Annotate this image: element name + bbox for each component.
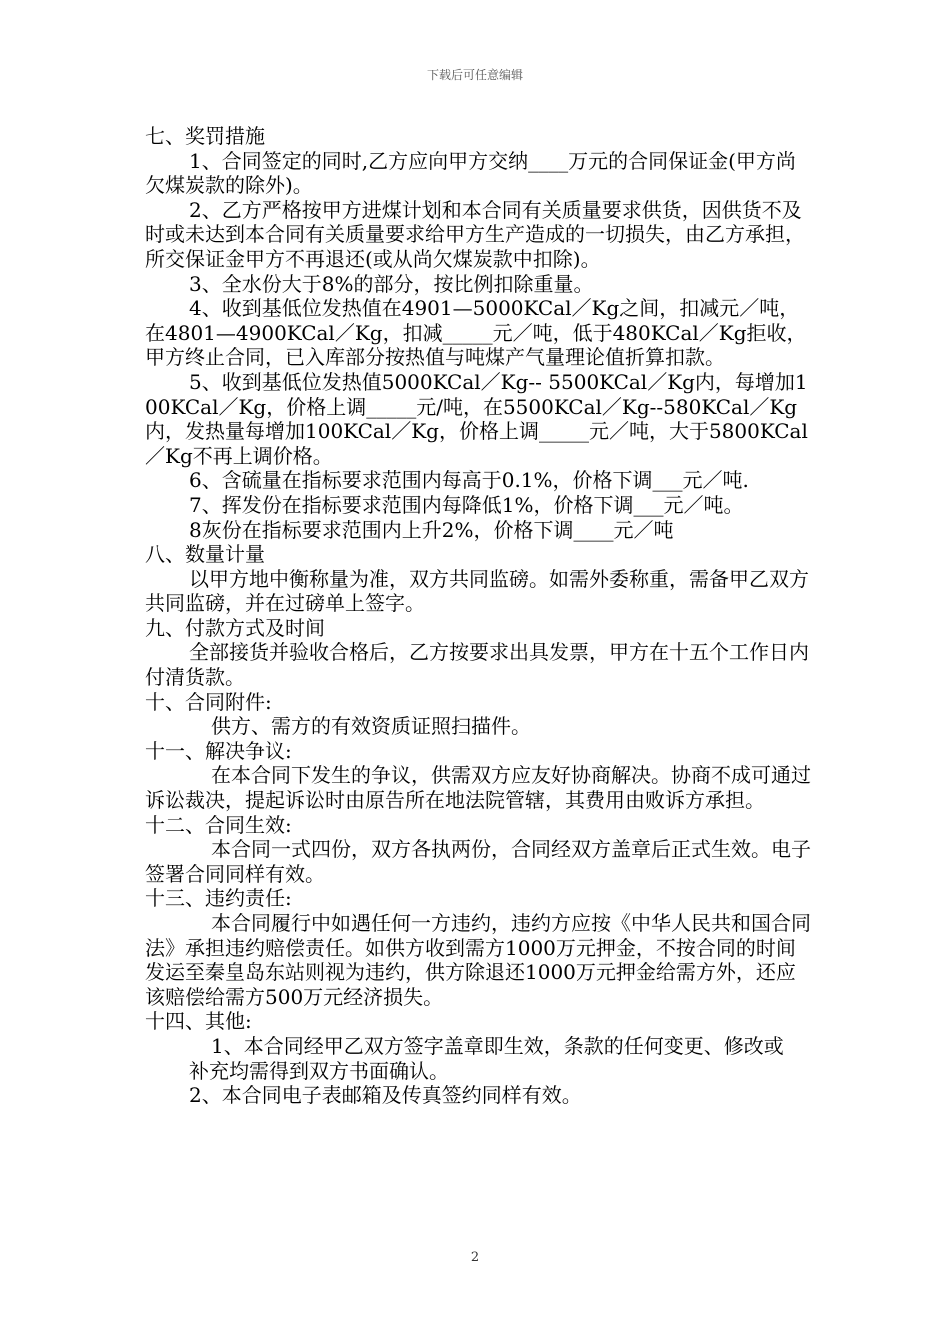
clause: 5、收到基低位发热值5000KCal／Kg-- 5500KCal／Kg内，每增加100KCal／Kg，价格上调_____元/吨，在5500KCal／Kg--580KCal／Kg内，发热量每增加100KCal／Kg，价格上调_____元／吨，大于5800KCal／Kg不再上调价格。 — [145, 369, 808, 468]
clause: 4、收到基低位发热值在4901—5000KCal／Kg之间，扣减元／吨，在4801—4900KCal／Kg，扣减_____元／吨，低于480KCal／Kg拒收，甲方终止合同，已入库部分按热值与吨煤产气量理论值折算扣款。 — [145, 296, 807, 370]
clause: 6、含硫量在指标要求范围内每高于0.1%，价格下调___元／吨. — [189, 468, 749, 493]
section-heading: 十、合同附件: — [145, 689, 272, 714]
section-heading: 九、付款方式及时间 — [145, 615, 325, 640]
clause: 3、全水份大于8%的部分，按比例扣除重量。 — [189, 271, 594, 296]
clause: 以甲方地中衡称量为准，双方共同监磅。如需外委称重，需备甲乙双方共同监磅，并在过磅单上签字。 — [145, 566, 809, 616]
clause: 在本合同下发生的争议，供需双方应友好协商解决。协商不成可通过诉讼裁决，提起诉讼时由原告所在地法院管辖，其费用由败诉方承担。 — [145, 763, 811, 813]
section-heading: 八、数量计量 — [145, 542, 265, 567]
clause: 本合同履行中如遇任何一方违约，违约方应按《中华人民共和国合同法》承担违约赔偿责任。如供方收到需方1000万元押金，不按合同的时间发运至秦皇岛东站则视为违约，供方除退还1000万元押金给需方外，还应该赔偿给需方500万元经济损失。 — [145, 911, 811, 1009]
clause: 供方、需方的有效资质证照扫描件。 — [211, 714, 531, 739]
clause: 1、合同签定的同时,乙方应向甲方交纳____万元的合同保证金(甲方尚欠煤炭款的除外)。 — [145, 148, 796, 198]
clause: 补充均需得到双方书面确认。 — [189, 1058, 449, 1083]
section-heading: 十四、其他: — [145, 1009, 252, 1034]
section-heading: 十一、解决争议: — [145, 738, 292, 763]
clause: 8灰份在指标要求范围内上升2%，价格下调____元／吨 — [189, 517, 674, 542]
clause: 7、挥发份在指标要求范围内每降低1%，价格下调___元／吨。 — [189, 492, 744, 517]
section-heading: 十二、合同生效: — [145, 812, 292, 837]
page-number: 2 — [470, 1250, 480, 1265]
clause: 1、本合同经甲乙双方签字盖章即生效，条款的任何变更、修改或 — [211, 1033, 784, 1058]
document-body — [145, 124, 815, 1108]
section-heading: 十三、违约责任: — [145, 886, 292, 911]
section-heading: 七、奖罚措施 — [145, 124, 265, 148]
clause: 全部接货并验收合格后，乙方按要求出具发票，甲方在十五个工作日内付清货款。 — [145, 640, 809, 690]
clause: 本合同一式四份，双方各执两份，合同经双方盖章后正式生效。电子签署合同同样有效。 — [145, 837, 811, 886]
clause: 2、本合同电子表邮箱及传真签约同样有效。 — [189, 1083, 582, 1108]
clause: 2、乙方严格按甲方进煤计划和本合同有关质量要求供货，因供货不及时或未达到本合同有关质量要求给甲方生产造成的一切损失，由乙方承担，所交保证金甲方不再退还(或从尚欠煤炭款中扣除)。 — [145, 197, 805, 271]
page-header: 下载后可任意编辑 — [426, 68, 523, 82]
